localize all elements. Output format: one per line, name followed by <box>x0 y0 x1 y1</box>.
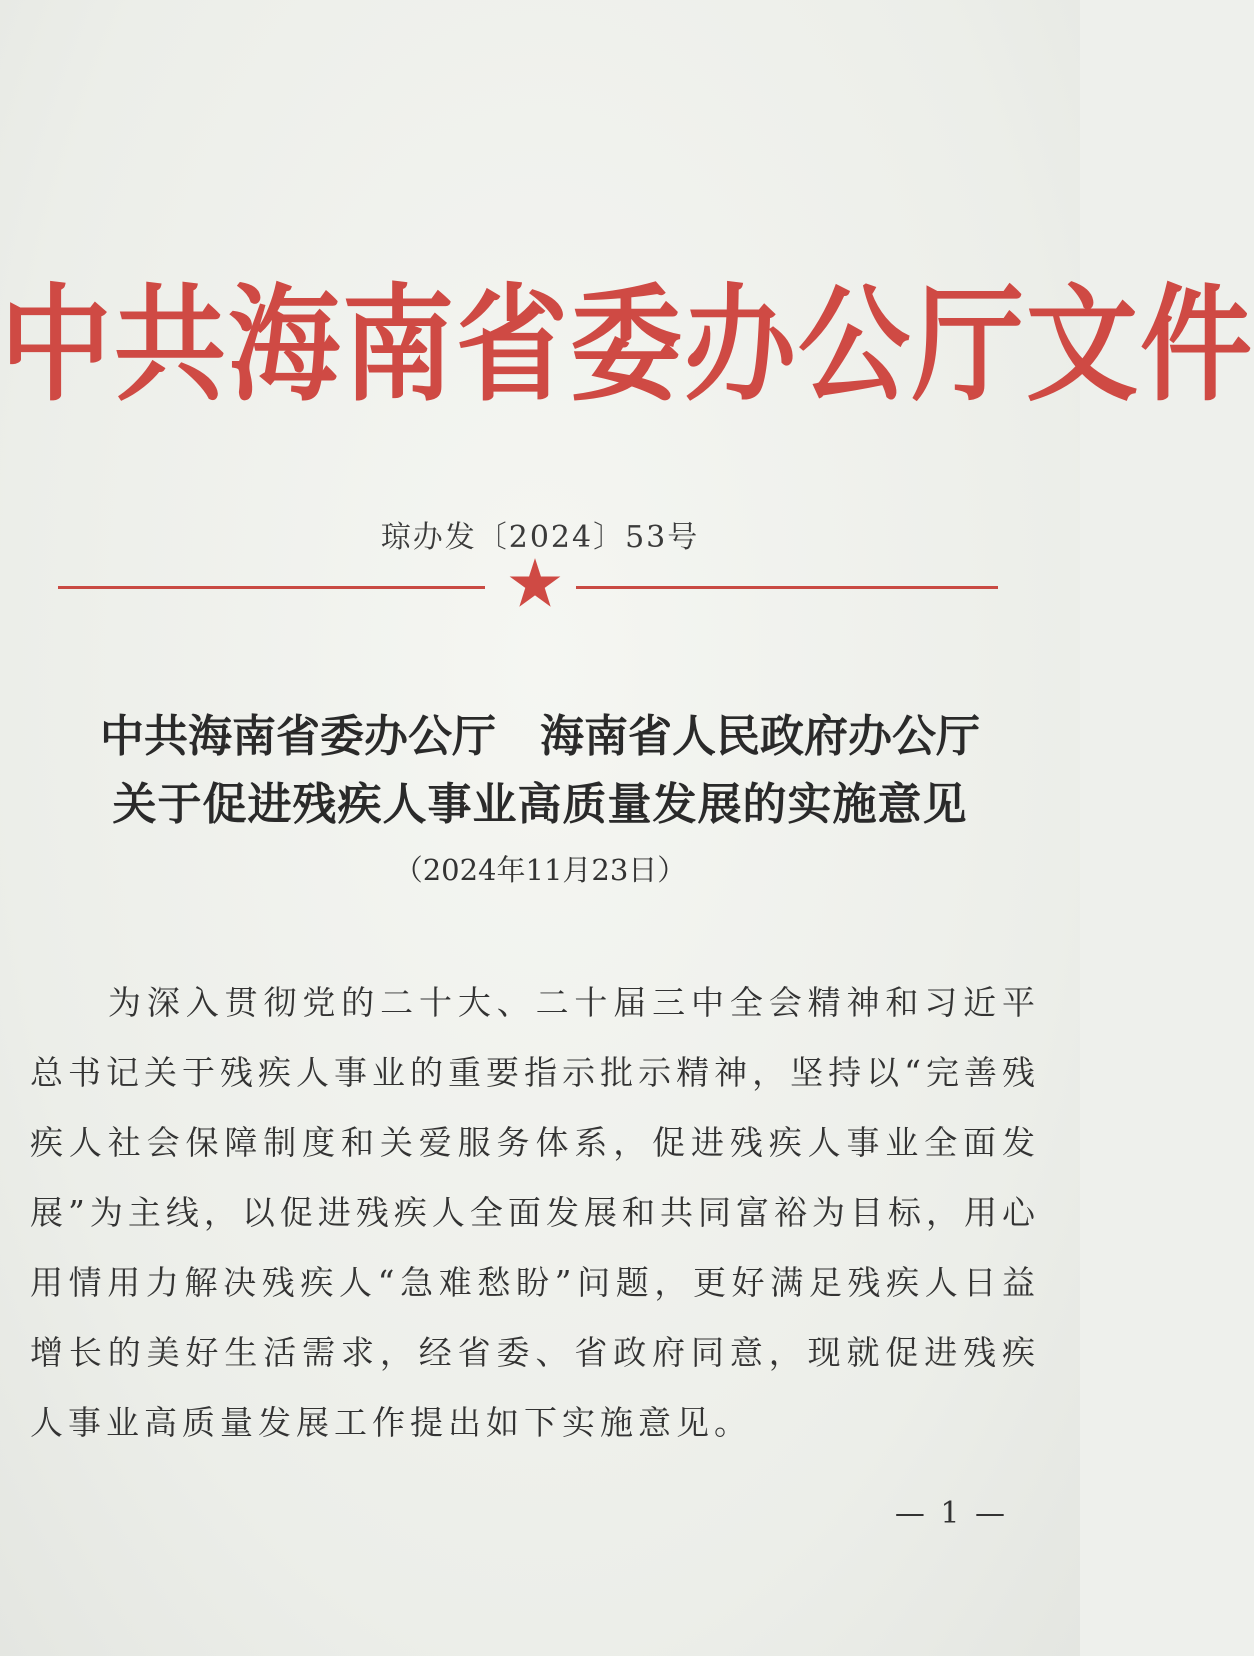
document-title-line-1: 中共海南省委办公厅 海南省人民政府办公厅 <box>100 711 980 762</box>
red-divider-right <box>576 586 998 589</box>
body-paragraph: 为深入贯彻党的二十大、二十届三中全会精神和习近平总书记关于残疾人事业的重要指示批示精神，坚持以“完善残疾人社会保障制度和关爱服务体系，促进残疾人事业全面发展”为主线，以促进残疾人全面发展和共同富裕为目标，用心用情用力解决残疾人“急难愁盼”问题，更好满足残疾人日益增长的美好生活需求，经省委、省政府同意，现就促进残疾人事业高质量发展工作提出如下实施意见。 <box>30 983 1040 1442</box>
document-masthead: 中共海南省委办公厅文件 <box>0 272 1254 419</box>
document-title-line-2: 关于促进残疾人事业高质量发展的实施意见 <box>112 779 968 830</box>
document-date: （2024年11月23日） <box>393 853 687 887</box>
red-divider-left <box>58 586 485 589</box>
document-number: 琼办发〔2024〕53号 <box>380 520 700 555</box>
five-point-star-icon <box>508 556 562 610</box>
page-number: — 1 — <box>894 1496 1008 1531</box>
